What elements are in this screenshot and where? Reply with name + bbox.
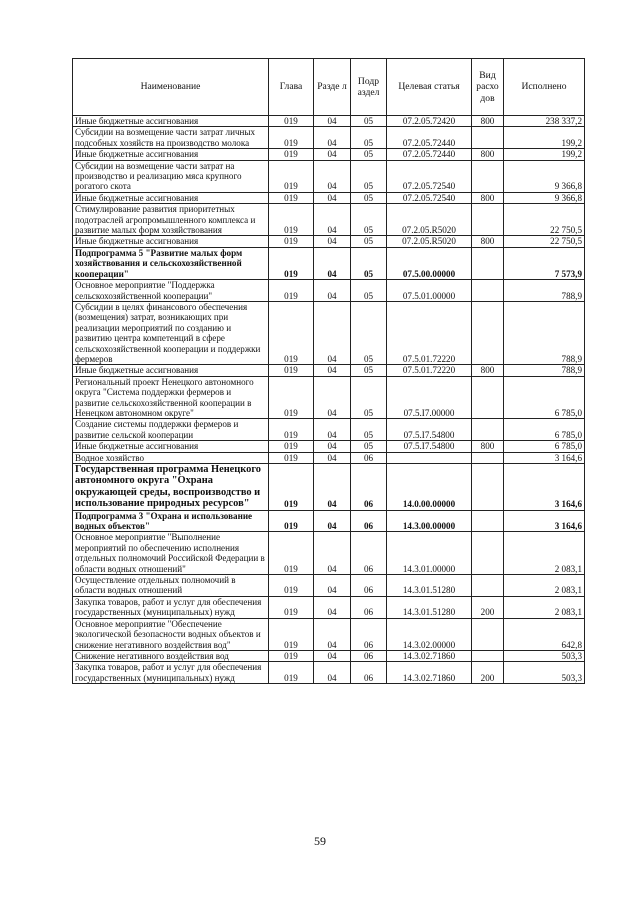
cell-target: 07.5.I7.54800	[387, 419, 472, 441]
header-razdel: Разде л	[314, 59, 351, 116]
cell-podrazdel: 06	[351, 618, 387, 650]
cell-amount: 7 573,9	[504, 247, 585, 279]
cell-name: Иные бюджетные ассигнования	[73, 236, 269, 247]
table-row	[73, 127, 585, 149]
cell-glava: 019	[269, 301, 314, 364]
cell-razdel: 04	[314, 149, 351, 160]
cell-target: 07.2.05.72540	[387, 192, 472, 203]
cell-vid	[472, 127, 504, 149]
cell-name: Закупка товаров, работ и услуг для обеспечения государственных (муниципальных) нужд	[73, 662, 269, 684]
cell-vid: 800	[472, 365, 504, 376]
table-row	[73, 116, 585, 127]
cell-razdel: 04	[314, 127, 351, 149]
cell-razdel: 04	[314, 575, 351, 597]
table-row	[73, 160, 585, 192]
table-header-row	[73, 59, 585, 116]
cell-podrazdel: 05	[351, 192, 387, 203]
cell-podrazdel: 06	[351, 650, 387, 661]
cell-amount: 642,8	[504, 618, 585, 650]
cell-vid	[472, 419, 504, 441]
cell-vid	[472, 247, 504, 279]
cell-amount: 199,2	[504, 149, 585, 160]
cell-name: Подпрограмма 5 "Развитие малых форм хозяйствования и сельскохозяйственной кооперации"	[73, 247, 269, 279]
cell-amount: 2 083,1	[504, 532, 585, 575]
cell-razdel: 04	[314, 650, 351, 661]
cell-vid	[472, 575, 504, 597]
cell-target: 14.0.00.00000	[387, 464, 472, 511]
cell-amount: 788,9	[504, 301, 585, 364]
cell-razdel: 04	[314, 596, 351, 618]
cell-podrazdel: 06	[351, 532, 387, 575]
header-name: Наименование	[73, 59, 269, 116]
cell-target: 14.3.02.71860	[387, 662, 472, 684]
cell-vid: 800	[472, 236, 504, 247]
cell-glava: 019	[269, 650, 314, 661]
header-target: Целевая статья	[387, 59, 472, 116]
cell-glava: 019	[269, 464, 314, 511]
cell-podrazdel: 05	[351, 160, 387, 192]
cell-name: Осуществление отдельных полномочий в области водных отношений	[73, 575, 269, 597]
table-row	[73, 280, 585, 302]
table-row	[73, 464, 585, 511]
cell-name: Субсидии на возмещение части затрат на производство и реализацию мяса крупного рогатого скота	[73, 160, 269, 192]
cell-name: Субсидии в целях финансового обеспечения (возмещения) затрат, возникающих при реализации мероприятий по созданию и развитию центра компетенций в сфере сельскохозяйственной кооперации и поддержки фермеров	[73, 301, 269, 364]
cell-razdel: 04	[314, 280, 351, 302]
cell-name: Иные бюджетные ассигнования	[73, 116, 269, 127]
cell-name: Основное мероприятие "Поддержка сельскохозяйственной кооперации"	[73, 280, 269, 302]
cell-podrazdel: 05	[351, 204, 387, 236]
cell-glava: 019	[269, 365, 314, 376]
table-row	[73, 149, 585, 160]
cell-glava: 019	[269, 280, 314, 302]
cell-target: 14.3.01.51280	[387, 596, 472, 618]
cell-vid: 200	[472, 596, 504, 618]
cell-amount: 9 366,8	[504, 192, 585, 203]
cell-amount: 3 164,6	[504, 464, 585, 511]
cell-amount: 6 785,0	[504, 419, 585, 441]
cell-amount: 9 366,8	[504, 160, 585, 192]
cell-razdel: 04	[314, 419, 351, 441]
cell-podrazdel: 06	[351, 662, 387, 684]
cell-vid	[472, 452, 504, 463]
cell-razdel: 04	[314, 192, 351, 203]
cell-glava: 019	[269, 376, 314, 419]
cell-target: 14.3.01.00000	[387, 532, 472, 575]
cell-vid: 800	[472, 192, 504, 203]
cell-name: Закупка товаров, работ и услуг для обеспечения государственных (муниципальных) нужд	[73, 596, 269, 618]
cell-amount: 2 083,1	[504, 575, 585, 597]
cell-vid: 200	[472, 662, 504, 684]
cell-razdel: 04	[314, 452, 351, 463]
cell-podrazdel: 05	[351, 365, 387, 376]
cell-glava: 019	[269, 532, 314, 575]
cell-glava: 019	[269, 662, 314, 684]
table-row	[73, 452, 585, 463]
table-row	[73, 204, 585, 236]
cell-name: Государственная программа Ненецкого автономного округа "Охрана окружающей среды, воспроизводство и использование природных ресурсов"	[73, 464, 269, 511]
cell-glava: 019	[269, 204, 314, 236]
table-row	[73, 532, 585, 575]
cell-target: 07.2.05.72540	[387, 160, 472, 192]
cell-razdel: 04	[314, 441, 351, 452]
cell-glava: 019	[269, 441, 314, 452]
cell-podrazdel: 05	[351, 376, 387, 419]
table-row	[73, 618, 585, 650]
cell-amount: 788,9	[504, 365, 585, 376]
header-vid: Вид расхо дов	[472, 59, 504, 116]
cell-razdel: 04	[314, 510, 351, 532]
table-row	[73, 510, 585, 532]
cell-target: 07.2.05.72440	[387, 127, 472, 149]
cell-podrazdel: 06	[351, 510, 387, 532]
table-row	[73, 419, 585, 441]
cell-podrazdel: 05	[351, 116, 387, 127]
cell-razdel: 04	[314, 618, 351, 650]
table-row	[73, 441, 585, 452]
cell-amount: 503,3	[504, 662, 585, 684]
table-body	[73, 116, 585, 684]
cell-name: Основное мероприятие "Обеспечение экологической безопасности водных объектов и снижение негативного воздействия вод"	[73, 618, 269, 650]
cell-podrazdel: 06	[351, 596, 387, 618]
cell-amount: 3 164,6	[504, 510, 585, 532]
cell-target: 14.3.02.71860	[387, 650, 472, 661]
cell-target: 07.5.01.72220	[387, 301, 472, 364]
header-glava: Глава	[269, 59, 314, 116]
cell-razdel: 04	[314, 116, 351, 127]
cell-amount: 6 785,0	[504, 441, 585, 452]
cell-target: 14.3.02.00000	[387, 618, 472, 650]
cell-vid	[472, 204, 504, 236]
cell-razdel: 04	[314, 204, 351, 236]
cell-target: 07.5.I7.00000	[387, 376, 472, 419]
cell-podrazdel: 05	[351, 127, 387, 149]
cell-target: 14.3.01.51280	[387, 575, 472, 597]
cell-target: 07.2.05.72420	[387, 116, 472, 127]
cell-podrazdel: 05	[351, 247, 387, 279]
cell-vid	[472, 510, 504, 532]
cell-amount: 199,2	[504, 127, 585, 149]
cell-vid	[472, 532, 504, 575]
cell-glava: 019	[269, 596, 314, 618]
table-row	[73, 236, 585, 247]
table-row	[73, 192, 585, 203]
cell-glava: 019	[269, 419, 314, 441]
cell-podrazdel: 05	[351, 301, 387, 364]
cell-razdel: 04	[314, 464, 351, 511]
cell-glava: 019	[269, 575, 314, 597]
cell-amount: 503,3	[504, 650, 585, 661]
table-row	[73, 650, 585, 661]
cell-target: 07.2.05.72440	[387, 149, 472, 160]
cell-razdel: 04	[314, 532, 351, 575]
cell-target: 07.2.05.R5020	[387, 204, 472, 236]
cell-podrazdel: 06	[351, 464, 387, 511]
cell-vid: 800	[472, 441, 504, 452]
cell-vid	[472, 160, 504, 192]
cell-glava: 019	[269, 160, 314, 192]
cell-podrazdel: 05	[351, 419, 387, 441]
cell-podrazdel: 06	[351, 575, 387, 597]
cell-vid	[472, 618, 504, 650]
cell-razdel: 04	[314, 247, 351, 279]
cell-amount: 238 337,2	[504, 116, 585, 127]
table-row	[73, 247, 585, 279]
table-row	[73, 301, 585, 364]
cell-podrazdel: 06	[351, 452, 387, 463]
cell-amount: 2 083,1	[504, 596, 585, 618]
table-row	[73, 376, 585, 419]
cell-razdel: 04	[314, 662, 351, 684]
cell-razdel: 04	[314, 365, 351, 376]
cell-glava: 019	[269, 510, 314, 532]
table-row	[73, 575, 585, 597]
cell-target: 07.5.I7.54800	[387, 441, 472, 452]
header-podrazdel: Подр аздел	[351, 59, 387, 116]
table-row	[73, 662, 585, 684]
cell-vid	[472, 301, 504, 364]
cell-target: 07.5.01.00000	[387, 280, 472, 302]
cell-target: 07.5.00.00000	[387, 247, 472, 279]
cell-razdel: 04	[314, 236, 351, 247]
cell-name: Снижение негативного воздействия вод	[73, 650, 269, 661]
cell-razdel: 04	[314, 160, 351, 192]
page-number: 59	[314, 834, 326, 848]
cell-name: Региональный проект Ненецкого автономного округа "Система поддержки фермеров и развитие сельскохозяйственной кооперации в Ненецком автономном округе"	[73, 376, 269, 419]
cell-vid	[472, 464, 504, 511]
cell-amount: 788,9	[504, 280, 585, 302]
cell-razdel: 04	[314, 376, 351, 419]
budget-table	[72, 58, 585, 684]
cell-razdel: 04	[314, 301, 351, 364]
cell-name: Создание системы поддержки фермеров и развитие сельской кооперации	[73, 419, 269, 441]
cell-glava: 019	[269, 618, 314, 650]
cell-vid	[472, 650, 504, 661]
cell-amount: 22 750,5	[504, 204, 585, 236]
cell-name: Подпрограмма 3 "Охрана и использование водных объектов"	[73, 510, 269, 532]
cell-glava: 019	[269, 149, 314, 160]
cell-name: Стимулирование развития приоритетных подотраслей агропромышленного комплекса и развитие малых форм хозяйствования	[73, 204, 269, 236]
cell-vid	[472, 280, 504, 302]
cell-vid: 800	[472, 149, 504, 160]
header-done: Исполнено	[504, 59, 585, 116]
cell-name: Иные бюджетные ассигнования	[73, 192, 269, 203]
cell-glava: 019	[269, 127, 314, 149]
cell-name: Основное мероприятие "Выполнение мероприятий по обеспечению исполнения отдельных полномочий Российской Федерации в области водных отношений"	[73, 532, 269, 575]
cell-glava: 019	[269, 452, 314, 463]
cell-target: 07.5.01.72220	[387, 365, 472, 376]
cell-name: Иные бюджетные ассигнования	[73, 149, 269, 160]
cell-name: Иные бюджетные ассигнования	[73, 441, 269, 452]
cell-vid	[472, 376, 504, 419]
cell-podrazdel: 05	[351, 441, 387, 452]
cell-target	[387, 452, 472, 463]
cell-glava: 019	[269, 192, 314, 203]
cell-name: Иные бюджетные ассигнования	[73, 365, 269, 376]
cell-podrazdel: 05	[351, 236, 387, 247]
cell-target: 14.3.00.00000	[387, 510, 472, 532]
cell-vid: 800	[472, 116, 504, 127]
cell-podrazdel: 05	[351, 149, 387, 160]
cell-amount: 6 785,0	[504, 376, 585, 419]
table-row	[73, 596, 585, 618]
cell-name: Субсидии на возмещение части затрат личных подсобных хозяйств на производство молока	[73, 127, 269, 149]
cell-amount: 3 164,6	[504, 452, 585, 463]
cell-glava: 019	[269, 116, 314, 127]
cell-name: Водное хозяйство	[73, 452, 269, 463]
cell-podrazdel: 05	[351, 280, 387, 302]
cell-target: 07.2.05.R5020	[387, 236, 472, 247]
table-row	[73, 365, 585, 376]
cell-glava: 019	[269, 247, 314, 279]
cell-glava: 019	[269, 236, 314, 247]
cell-amount: 22 750,5	[504, 236, 585, 247]
